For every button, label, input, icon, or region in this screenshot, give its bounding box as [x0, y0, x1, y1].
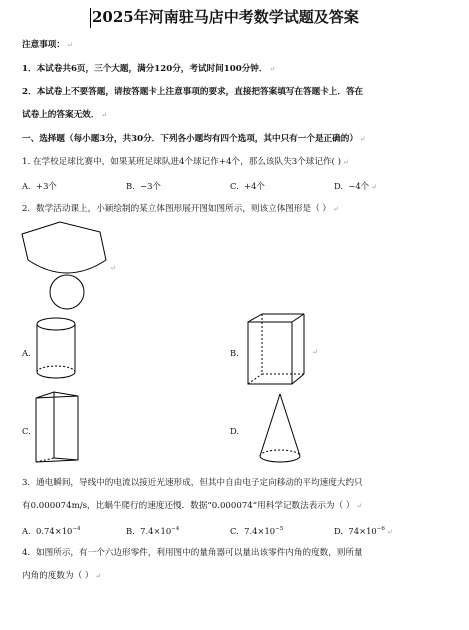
q3-option-b: B. $7.4\times 10^{-4}$: [126, 526, 180, 536]
question-1-text: 1. 在学校足球比赛中，如果某班足球队进4个球记作+4个，那么该队失3个球记作( ) ↵: [22, 157, 349, 167]
q1-option-a: A. +3个: [22, 181, 57, 191]
question-4-text-line1: 4．如图所示，有一个六边形零件，利用图中的量角器可以量出该零件内角的度数，则所量: [22, 548, 363, 558]
cylinder-figure: [34, 316, 78, 382]
q3-option-c: C. $7.4\times 10^{-5}$: [230, 526, 284, 536]
page-title: 2025年河南驻马店中考数学试题及答案: [92, 8, 359, 26]
question-3-text-line2: 有0.000074m/s，比蜗牛爬行的速度还慢．数据“0.000074”用科学记数法表示为（ ） ↵: [22, 501, 363, 511]
net-figure: [20, 220, 120, 312]
notice-item-1: 1．本试卷共6页，三个大题，满分120分，考试时间100分钟． ↵: [22, 64, 276, 74]
q2-option-a-label: A.: [22, 348, 31, 358]
q2-option-c-label: C.: [22, 426, 31, 436]
notice-heading: 注意事项： ↵: [22, 40, 73, 50]
question-3-text-line1: 3．通电瞬间，导线中的电流以接近光速形成，但其中自由电子定向移动的平均速度大约只: [22, 478, 363, 488]
q3-option-d: D. $74\times 10^{-6}$ ↵: [334, 526, 393, 536]
triangular-prism-figure: [34, 390, 80, 466]
paragraph-mark-icon: ↵: [312, 348, 318, 356]
rectangular-prism-figure: [246, 312, 308, 386]
cone-figure: [258, 392, 302, 468]
question-4-text-line2: 内角的度数为（ ） ↵: [22, 571, 102, 581]
paragraph-mark-icon: ↵: [95, 572, 102, 580]
paragraph-mark-icon: ↵: [101, 111, 108, 119]
paragraph-mark-icon: ↵: [359, 135, 366, 143]
paragraph-mark-icon: ↵: [386, 528, 393, 536]
text-cursor: [90, 8, 91, 28]
q1-option-b: B. −3个: [126, 181, 161, 191]
paragraph-mark-icon: ↵: [66, 41, 73, 49]
paragraph-mark-icon: ↵: [342, 158, 349, 166]
section-heading: 一、选择题（每小题3分，共30分．下列各小题均有四个选项，其中只有一个是正确的） ↵: [22, 134, 366, 144]
paragraph-mark-icon: ↵: [269, 65, 276, 73]
paragraph-mark-icon: ↵: [332, 205, 339, 213]
paragraph-mark-icon: ↵: [356, 502, 363, 510]
paragraph-mark-icon: ↵: [110, 264, 116, 272]
notice-item-2-line2: 试卷上的答案无效． ↵: [22, 110, 108, 120]
net-sector: [22, 222, 106, 273]
net-circle: [50, 275, 84, 309]
question-2-text: 2．数学活动课上，小颖绘制的某立体图形展开图如图所示，则该立体图形是（ ） ↵: [22, 204, 339, 214]
q3-option-a: A. $0.74\times 10^{-4}$: [22, 526, 81, 536]
q2-option-b-label: B.: [230, 348, 239, 358]
q1-option-c: C. +4个: [230, 181, 265, 191]
paragraph-mark-icon: ↵: [371, 183, 378, 191]
q2-option-d-label: D.: [230, 426, 240, 436]
notice-item-2-line1: 2．本试卷上不要答题，请按答题卡上注意事项的要求，直接把答案填写在答题卡上．答在: [22, 87, 364, 97]
q1-option-d: D. −4个 ↵: [334, 181, 378, 191]
